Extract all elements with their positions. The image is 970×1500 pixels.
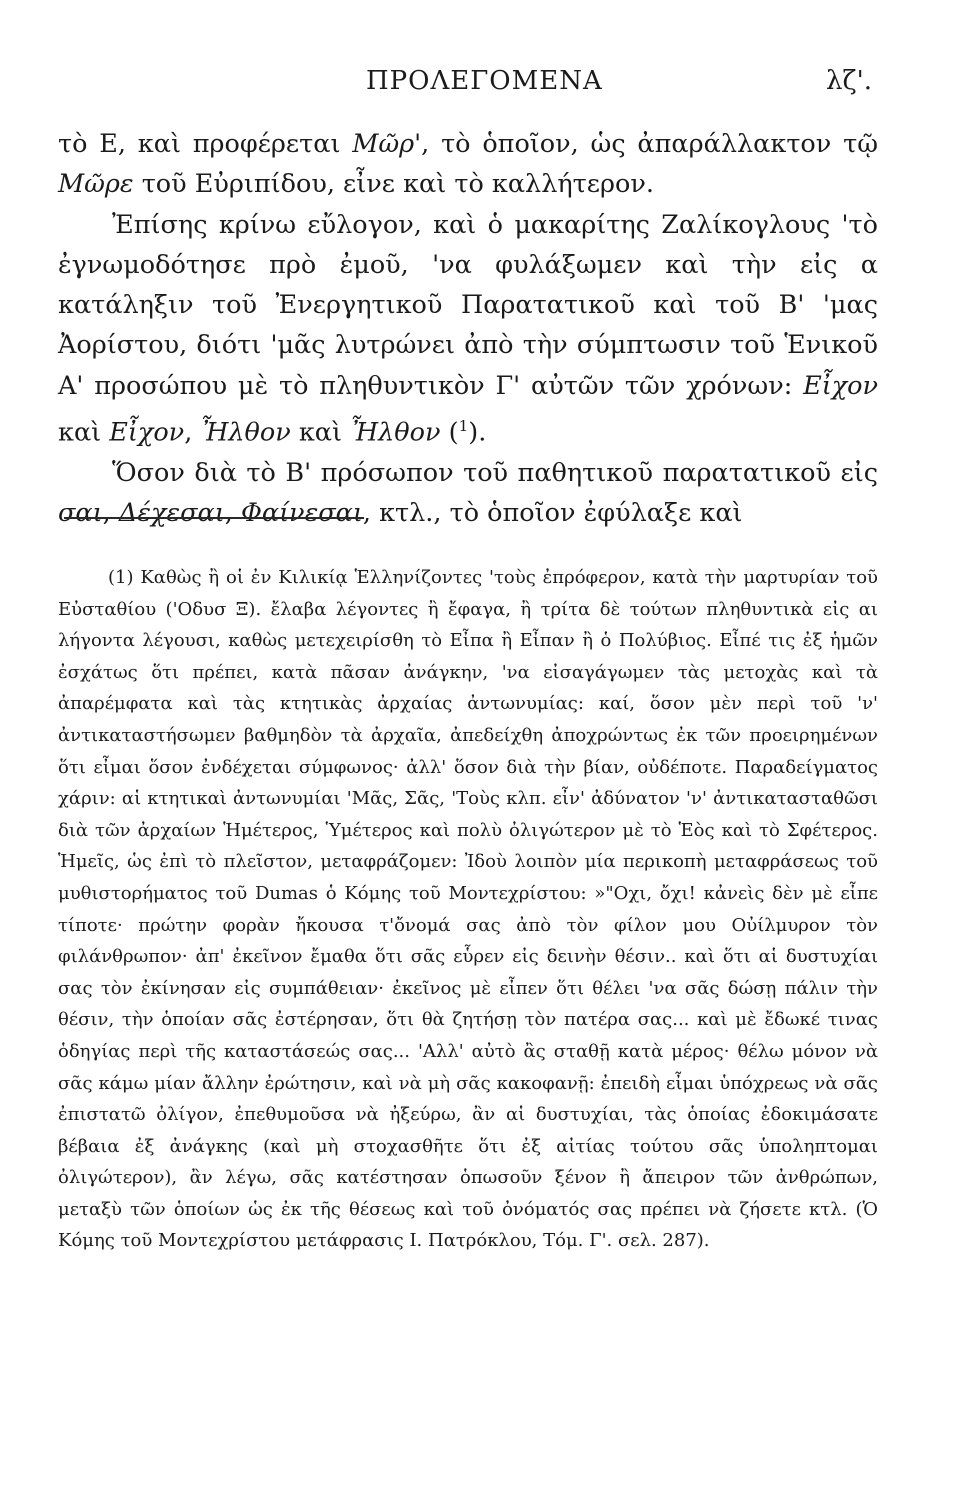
footnote-ref: 1 [458,417,469,436]
italic-word: Μῶρ' [352,129,422,159]
footnote-marker: (1) [108,567,134,588]
italic-word: Μῶρε [58,169,134,200]
italic-word: Ἦλθον [200,417,291,448]
paragraph-3 [58,453,878,534]
text-run: Ὅσον διὰ τὸ Β' πρόσωπον τοῦ παθητικοῦ παρατατικοῦ εἰς [112,457,878,488]
italic-word: Εἶχον [803,370,878,401]
paragraph-1 [58,124,878,205]
text-run: , [102,498,119,529]
footnote-text: Καθὼς ἢ οἱ ἐν Κιλικίᾳ Ἑλληνίζοντες 'τοὺς ἐπρόφερον, κατὰ τὴν μαρτυρίαν τοῦ Εὐσταθίου ('Οδυσ Ξ). ἔλαβα λέγοντες ἢ ἔφαγα, ἢ τρίτα δὲ τούτων πληθυντικὰ εἰς αι λήγοντα λέγουσι, καθὼς μετεχειρίσθη τὸ Εἶπα ἢ Εἶπαν ἢ ὁ Πολύβιος. Εἶπέ τις ἐξ ἡμῶν ἐσχάτως ὅτι πρέπει, κατὰ πᾶσαν ἀνάγκην, 'να εἰσαγάγωμεν τὰς μετοχὰς καὶ τὰ ἀπαρέμφατα καὶ τὰς κτητικὰς ἀρχαίας ἀντωνυμίας: καί, ὅσον μὲν περὶ τοῦ 'ν' ἀντικαταστήσωμεν βαθμηδὸν τὰ ἀρχαῖα, ἀπεδείχθη ἀποχρώντως ἐκ τῶν προειρημένων ὅτι εἶμαι ὅσον ἐνδέχεται σύμφωνος· ἀλλ' ὅσον διὰ τὴν βίαν, οὐδέποτε. Παραδείγματος χάριν: αἱ κτητικαὶ ἀντωνυμίαι 'Μᾶς, Σᾶς, 'Τοὺς κλπ. εἶν' ἀδύνατον 'ν' ἀντικατασταθῶσι διὰ τῶν ἀρχαίων Ἡμέτερος, Ὑμέτερος καὶ πολὺ ὀλιγώτερον μὲ τὸ Ἑὸς καὶ τὸ Σφέτερος. Ἡμεῖς, ὡς ἐπὶ τὸ πλεῖστον, μεταφράζομεν: Ἰδοὺ λοιπὸν μία περικοπὴ μεταφράσεως τοῦ μυθιστορήματος τοῦ Dumas ὁ Κόμης τοῦ Μοντεχρίστου: »"Οχι, ὄχι! κἀνεὶς δὲν μὲ εἶπε τίποτε· πρώτην φορὰν ἤκουσα τ'ὄνομά σας ἀπὸ τὸν φίλον μου Οὐίλμυρον τὸν φιλάνθρωπον· ἀπ' ἐκεῖνον ἔμαθα ὅτι σᾶς εὗρεν εἰς δεινὴν θέσιν.. καὶ ὅτι αἱ δυστυχίαι σας τὸν ἐκίνησαν εἰς συμπάθειαν· ἐκεῖνος μὲ εἶπεν ὅτι θέλει 'να σᾶς δώσῃ πάλιν τὴν θέσιν, τὴν ὁποίαν σᾶς ἐστέρησαν, ὅτι θὰ ζητήσῃ τὸν πατέρα σας... καὶ μὲ ἔδωκέ τινας ὁδηγίας περὶ τῆς καταστάσεώς σας... 'Αλλ' αὐτὸ ἂς σταθῇ κατὰ μέρος· θέλω μόνον νὰ σᾶς κάμω μίαν ἄλλην ἐρώτησιν, καὶ νὰ μὴ σᾶς κακοφανῇ: ἐπειδὴ εἶμαι ὑπόχρεως νὰ σᾶς ἐπιστατῶ ὀλίγον, ἐπεθυμοῦσα νὰ ἠξεύρω, ἂν αἱ δυστυχίαι, τὰς ὁποίας ἐδοκιμάσατε βέβαια ἐξ ἀνάγκης (καὶ μὴ στοχασθῆτε ὅτι ἐξ αἰτίας τούτου σᾶς ὑποληπτομαι ὀλιγώτερον), ἂν λέγω, σᾶς κατέστησαν ὁπωσοῦν ξένον ἢ ἄπειρον τῶν ἀνθρώπων, μεταξὺ τῶν ὁποίων ὡς ἐκ τῆς θέσεως καὶ τοῦ ὀνόματός σας πρέπει νὰ ζήσετε κτλ. (Ὁ Κόμης τοῦ Μοντεχρίστου μετάφρασις Ι. Πατρόκλου, Τόμ. Γ'. σελ. 287). [58,567,878,1252]
footnote-paragraph [58,562,878,1257]
text-run: τὸ Ε, καὶ προφέρεται [58,129,353,159]
text-run: , τὸ ὁποῖον, ὡς ἀπαράλλακτον τῷ [421,129,878,159]
main-text [58,124,878,533]
italic-word: Φαίνεσαι [240,498,363,529]
italic-word: Ἦλθον [350,417,441,448]
italic-word: σαι [58,498,103,529]
footnote-rule [64,517,364,519]
text-run: καὶ [290,417,351,448]
text-run: τοῦ Εὐριπίδου, εἶνε καὶ τὸ καλλήτερον. [133,169,654,200]
running-head: ΠΡΟΛΕΓΟΜΕΝΑ [366,66,603,96]
text-run: , [224,498,241,529]
text-run: Ἐπίσης κρίνω εὔλογον, καὶ ὁ μακαρίτης Ζαλίκογλους 'τὸ ἐγνωμοδότησε πρὸ ἐμοῦ, 'να φυλάξωμεν καὶ τὴν εἰς α κατάληξιν τοῦ Ἐνεργητικοῦ Παρατατικοῦ καὶ τοῦ Β' 'μας Ἀορίστου, διότι 'μᾶς λυτρώνει ἀπὸ τὴν σύμπτωσιν τοῦ Ἑνικοῦ Α' προσώπου μὲ τὸ πληθυντικὸν Γ' αὐτῶν τῶν χρόνων: [58,209,878,401]
page-number: λζ'. [826,66,872,96]
footnote [58,562,878,1257]
text-run: ( [440,417,459,448]
italic-word: Δέχεσαι [118,498,225,529]
text-run: ). [468,417,487,448]
text-run: καὶ [58,417,110,448]
book-page [58,48,878,1468]
text-run: , κτλ., τὸ ὁποῖον ἐφύλαξε καὶ [362,498,743,529]
page-header [58,58,878,98]
italic-word: Εἶχον [109,417,185,448]
text-run: , [184,417,201,448]
paragraph-2 [58,205,878,453]
